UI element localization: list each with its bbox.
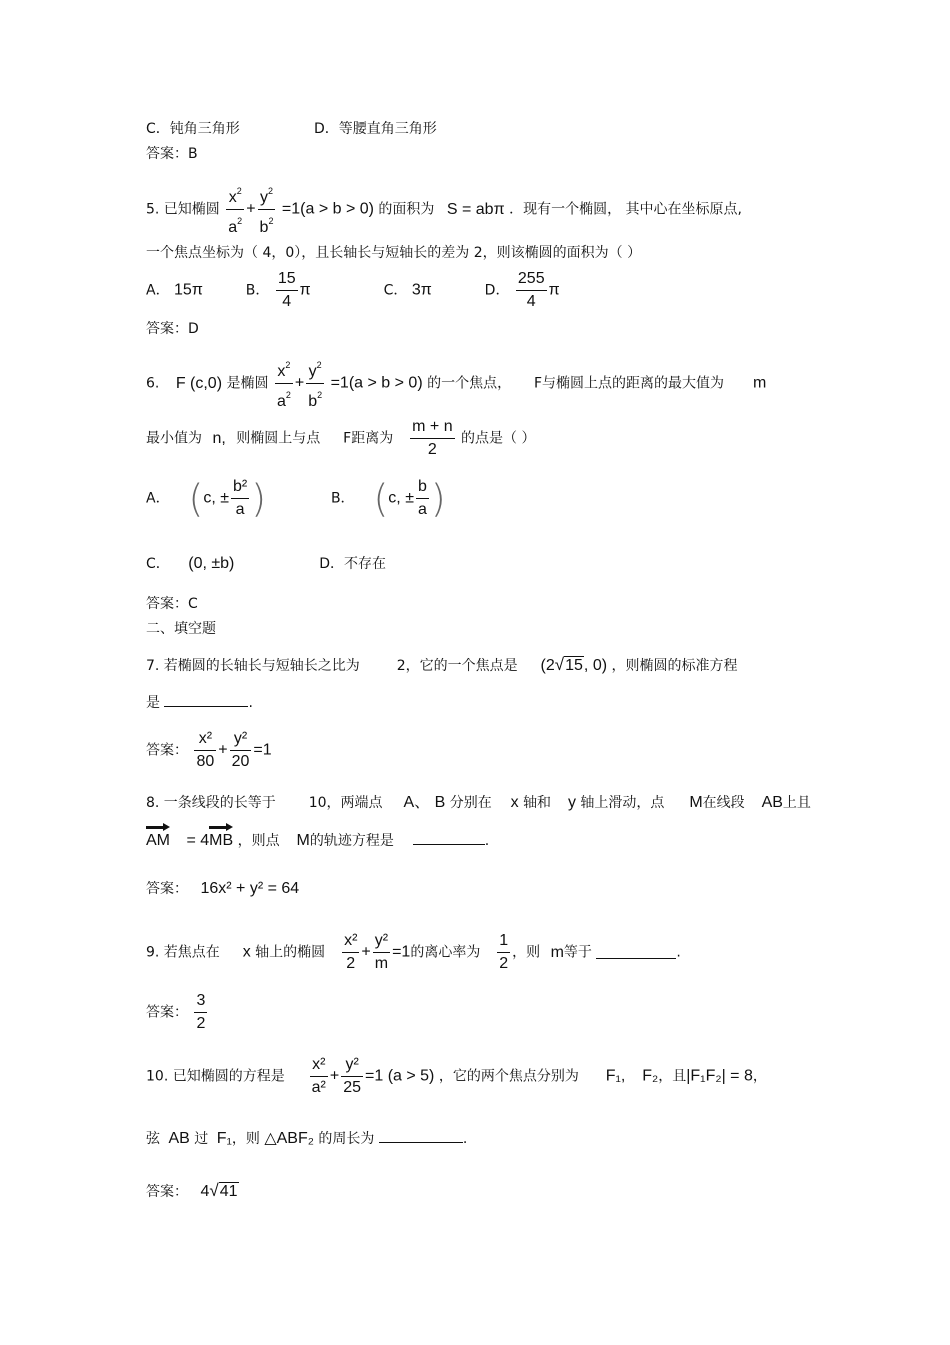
q8-vec-am: AM	[146, 826, 170, 850]
q10-ans-value: 4√41	[200, 1181, 238, 1200]
q5-frac-x: $\frac{x^2}{a^2}$	[228, 186, 243, 236]
q5-opt-b-frac: $\frac{15}{4}$	[277, 270, 296, 310]
q6-frac-y: $\frac{y^2}{b^2}$	[308, 360, 323, 410]
q8-vec-mb: MB	[209, 826, 233, 850]
q6-options-cd: C． (0, ±b) D．不存在	[146, 555, 387, 572]
q7-line1: 7. 若椭圆的长轴长与短轴长之比为 2，它的一个焦点是 (2√15, 0) ，则椭圆的标准方程	[146, 655, 738, 674]
q5-mid: 的面积为	[378, 201, 435, 218]
q9-ans-frac: $\frac{3}{2}$	[196, 992, 206, 1032]
q10-frac-x: $\frac{\text{x²}}{\text{a²}}$	[311, 1056, 326, 1096]
q9-line: 9. 若焦点在 x 轴上的椭圆 $\frac{\text{x²}}{2}$ + $\frac{\text{y²}}{m}$ =1的离心率为 $\frac{1}{2}$ ，则 m等于 .	[146, 932, 681, 972]
q6-line1: 6. F (c,0) 是椭圆 $\frac{x^2}{a^2}$ + $\frac{y^2}{b^2}$ =1(a > b > 0) 的一个焦点， F与椭圆上点的距离的最大值为 m	[146, 356, 766, 411]
q5-line2: 一个焦点坐标为（ 4，0），且长轴长与短轴长的差为 2，则该椭圆的面积为（ ）	[146, 245, 642, 261]
q10-answer: 答案： 4√41	[146, 1181, 238, 1200]
q5-opt-c-label: C．	[383, 282, 408, 299]
q5-prefix: 5. 已知椭圆	[146, 201, 220, 218]
q8-answer-blank[interactable]	[413, 832, 485, 845]
q9-frac-y: $\frac{\text{y²}}{m}$	[374, 932, 389, 972]
q6-opt-b-frac: $\frac{b}{a}$	[417, 478, 427, 518]
q6-eq: =1(a > b > 0)	[330, 374, 423, 392]
q9-answer: 答案： $\frac{3}{2}$	[146, 992, 206, 1032]
q6-suffix: F与椭圆上点的距离的最大值为	[534, 375, 725, 392]
q10-frac-y: $\frac{\text{y²}}{25}$	[343, 1056, 361, 1096]
q4-option-d: D．等腰直角三角形	[314, 121, 437, 137]
q9-answer-blank[interactable]	[596, 946, 676, 959]
q5-opt-d-label: D．	[484, 282, 510, 299]
q7-answer: 答案： $\frac{\text{x²}}{80}$ + $\frac{\text{y²}}{20}$ =1	[146, 730, 272, 770]
q5-line1: 5. 已知椭圆 $\frac{x^2}{a^2}$ + $\frac{y^2}{b^2}$ =1(a > b > 0) 的面积为 S = abπ ．现有一个椭圆， 其中心在坐标原点,	[146, 182, 742, 237]
q4-answer: 答案：B	[146, 146, 198, 162]
q8-line1: 8. 一条线段的长等于 10，两端点 A、 B 分别在 x 轴和 y 轴上滑动，点 M在线段 AB上且	[146, 794, 811, 811]
q6-frac-mn: $\frac{m + n}{2}$	[412, 418, 453, 458]
q5-opt-c: 3π	[411, 281, 432, 299]
q8-line2: AM = 4MB ，则点 M的轨迹方程是 .	[146, 826, 489, 850]
q6-focus: F (c,0)	[175, 374, 223, 392]
q7-ans-frac-x: $\frac{\text{x²}}{80}$	[196, 730, 215, 770]
q6-opt-a-frac: $\frac{\text{b²}}{a}$	[232, 478, 248, 518]
q9-ecc-frac: $\frac{1}{2}$	[499, 932, 509, 972]
q10-answer-blank[interactable]	[379, 1130, 463, 1143]
q5-opt-b-label: B．	[245, 282, 270, 299]
q7-line2: 是 .	[146, 695, 253, 711]
q6-line2: 最小值为 n, 则椭圆上与点 F距离为 $\frac{m + n}{2}$ 的点是（ ）	[146, 418, 536, 458]
q8-answer: 答案： 16x² + y² = 64	[146, 880, 300, 897]
q10-line2: 弦 AB 过 F₁，则 △ABF₂ 的周长为 .	[146, 1130, 468, 1147]
section-fill-blank-title: 二、填空题	[146, 621, 216, 637]
q5-area: S = abπ	[446, 200, 505, 218]
q7-ans-frac-y: $\frac{\text{y²}}{20}$	[231, 730, 250, 770]
q6-answer: 答案：C	[146, 596, 198, 612]
q5-opt-a: 15π	[174, 281, 203, 299]
q4-option-c: C．钝角三角形	[146, 121, 240, 137]
q5-suffix: ．现有一个椭圆， 其中心在坐标原点,	[509, 201, 742, 218]
q5-answer: 答案：D	[146, 321, 199, 337]
q5-eq: =1(a > b > 0)	[281, 200, 374, 218]
q5-frac-y: $\frac{y^2}{b^2}$	[259, 186, 274, 236]
q5-opt-d-frac: $\frac{255}{4}$	[517, 270, 545, 310]
q7-answer-blank[interactable]	[164, 694, 248, 707]
q10-line1: 10. 已知椭圆的方程是 $\frac{\text{x²}}{\text{a²}}$ + $\frac{\text{y²}}{25}$ =1 (a > 5) ，它的两个焦点分别为 F₁, F₂，且|F₁F₂| = 8，	[146, 1056, 767, 1096]
q5-opt-a-label: A．	[146, 282, 170, 299]
q6-options-ab: A． (c, ± $\frac{\text{b²}}{a}$ ) B． (c, ± $\frac{b}{a}$ )	[146, 476, 446, 521]
q5-options: A． 15π B． $\frac{15}{4}$ π C． 3π D． $\frac{255}{4}$ π	[146, 270, 560, 310]
q7-focus: (2√15, 0)	[540, 655, 608, 674]
q9-frac-x: $\frac{\text{x²}}{2}$	[344, 932, 358, 972]
q6-frac-x: $\frac{x^2}{a^2}$	[276, 360, 291, 410]
